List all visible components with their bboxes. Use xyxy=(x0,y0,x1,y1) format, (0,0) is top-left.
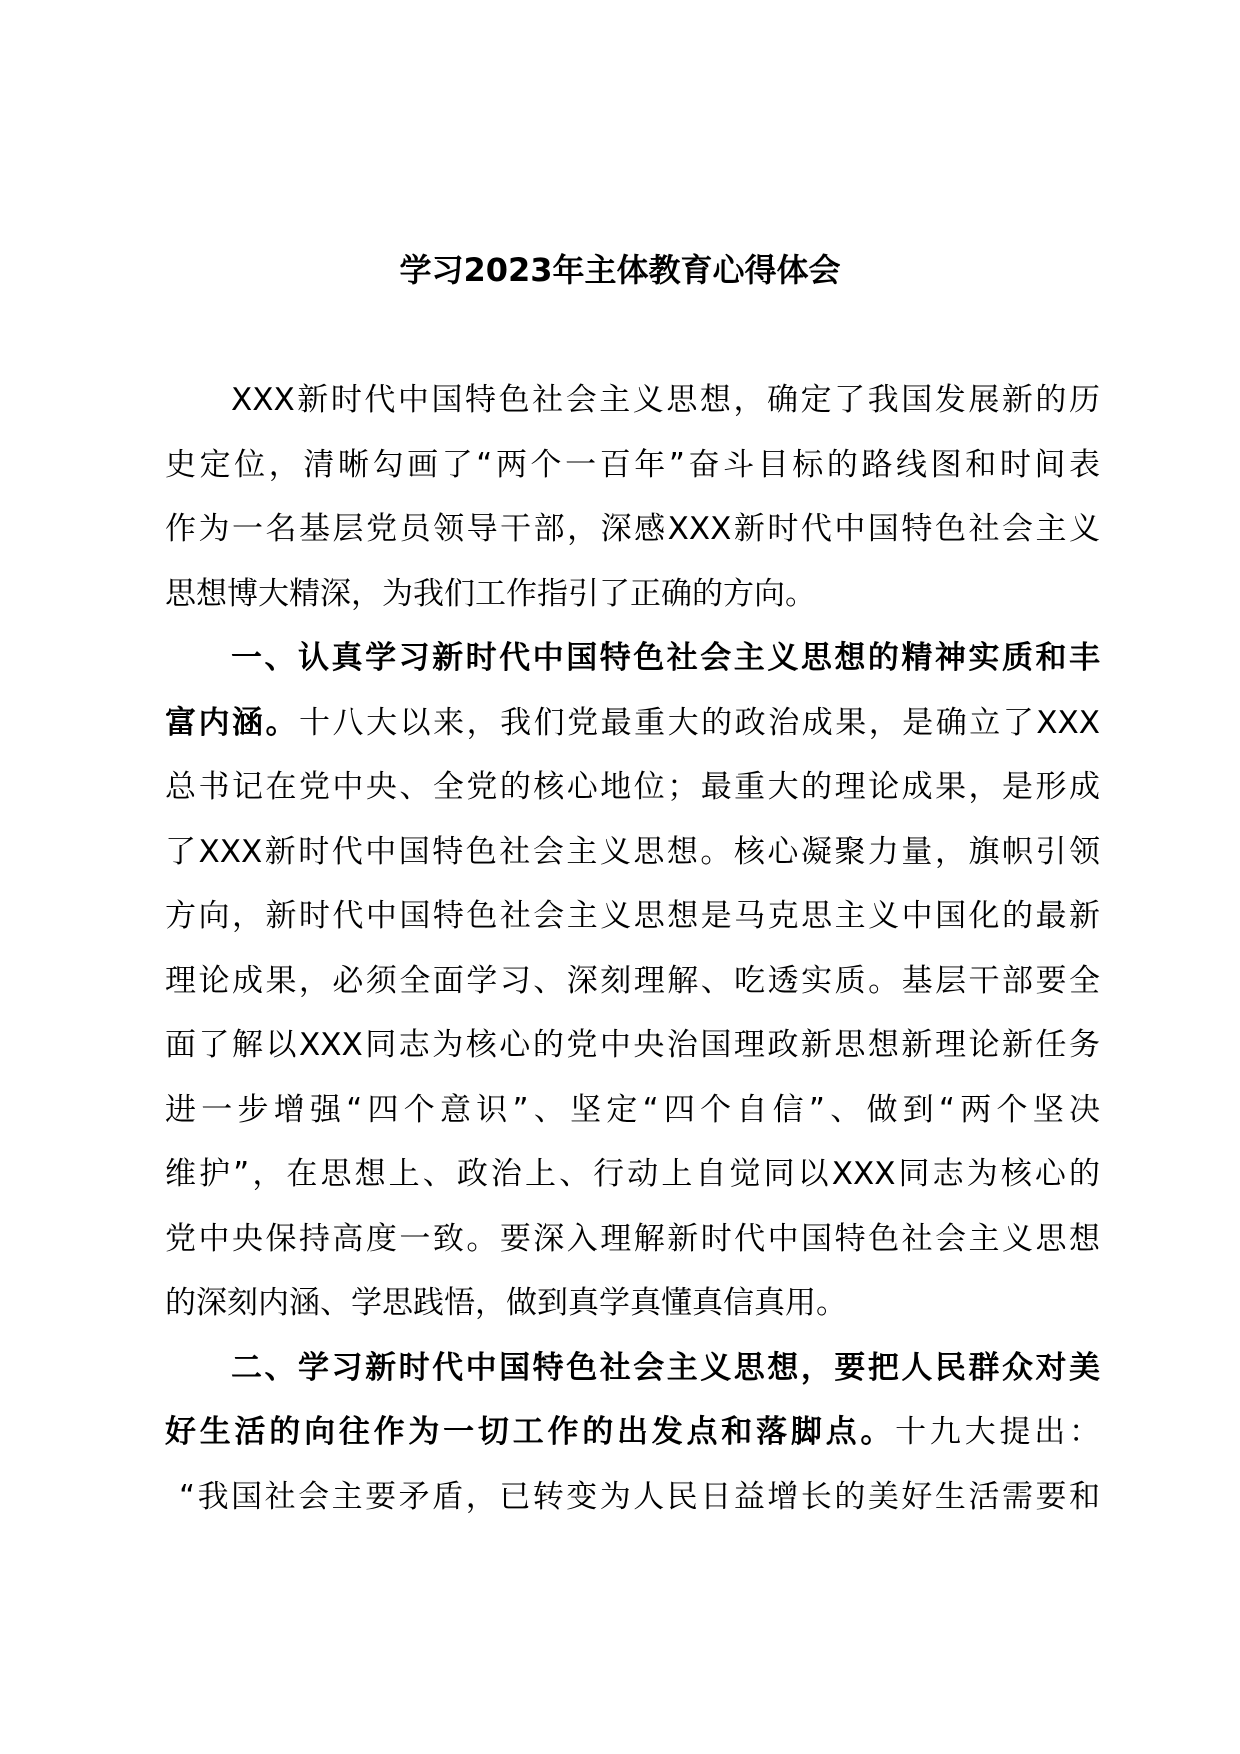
section-heading: 富内涵。 xyxy=(165,704,300,741)
body-text-segment: XXX新时代中国特色社会主义思想，确定了我国发展新的历 xyxy=(231,382,1100,418)
body-text-segment: 作为一名基层党员领导干部，深感XXX新时代中国特色社会主义 xyxy=(165,511,1100,547)
body-text-segment: 进一步增强“四个意识”、坚定“四个自信”、做到“两个坚决 xyxy=(165,1091,1100,1128)
body-text-segment: 了XXX新时代中国特色社会主义思想。核心凝聚力量，旗帜引领 xyxy=(165,833,1100,870)
body-text-segment: 史定位，清晰勾画了“两个一百年”奋斗目标的路线图和时间表 xyxy=(165,446,1100,483)
body-text-segment: 十九大提出： xyxy=(895,1414,1101,1450)
body-text-segment: 总书记在党中央、全党的核心地位；最重大的理论成果，是形成 xyxy=(165,769,1100,805)
body-line xyxy=(165,497,1100,562)
document-title: 学习2023年主体教育心得体会 xyxy=(399,251,841,289)
body-text-segment: 十八大以来，我们党最重大的政治成果，是确立了XXX xyxy=(299,704,1100,741)
section-heading: 二、学习新时代中国特色社会主义思想，要把人民群众对美 xyxy=(231,1349,1100,1386)
body-line xyxy=(165,626,1100,691)
body-text-segment: 理论成果，必须全面学习、深刻理解、吃透实质。基层干部要全 xyxy=(165,962,1100,999)
body-line xyxy=(165,755,1100,820)
body-line xyxy=(165,1336,1100,1401)
body-line xyxy=(165,562,1100,627)
body-line xyxy=(165,368,1100,433)
body-line xyxy=(165,820,1100,885)
body-line xyxy=(165,1013,1100,1078)
body-line xyxy=(165,884,1100,949)
section-heading: 一、认真学习新时代中国特色社会主义思想的精神实质和丰 xyxy=(231,640,1100,676)
body-text-segment: 维护”，在思想上、政治上、行动上自觉同以XXX同志为核心的 xyxy=(165,1156,1100,1192)
document-body xyxy=(165,368,1100,1529)
body-line xyxy=(165,1142,1100,1207)
body-line xyxy=(165,1078,1100,1143)
body-line xyxy=(165,1400,1100,1465)
body-line xyxy=(165,949,1100,1014)
body-line xyxy=(165,1207,1100,1272)
body-line xyxy=(165,1271,1100,1336)
body-line xyxy=(165,433,1100,498)
body-line xyxy=(165,691,1100,756)
body-text-segment: 党中央保持高度一致。要深入理解新时代中国特色社会主义思想 xyxy=(165,1220,1100,1257)
body-text-segment: 方向，新时代中国特色社会主义思想是马克思主义中国化的最新 xyxy=(165,898,1100,934)
body-text-segment: 思想博大精深，为我们工作指引了正确的方向。 xyxy=(165,575,816,612)
body-text-segment: 面了解以XXX同志为核心的党中央治国理政新思想新理论新任务 xyxy=(165,1027,1100,1063)
body-text-segment: “我国社会主要矛盾，已转变为人民日益增长的美好生活需要和 xyxy=(179,1478,1100,1515)
section-heading: 好生活的向往作为一切工作的出发点和落脚点。 xyxy=(165,1414,896,1450)
body-text-segment: 的深刻内涵、学思践悟，做到真学真懂真信真用。 xyxy=(165,1285,847,1321)
body-line xyxy=(165,1465,1100,1530)
